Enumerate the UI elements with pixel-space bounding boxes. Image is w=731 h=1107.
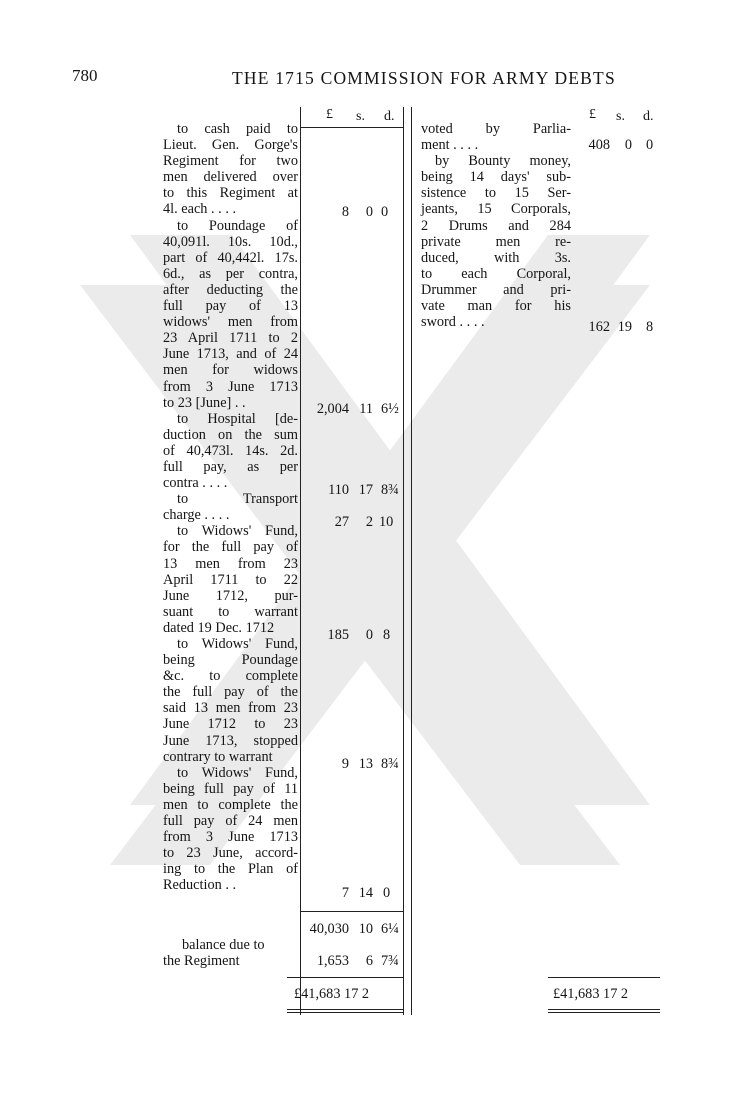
entry-voted-parliament bbox=[421, 121, 571, 153]
balance-label: balance due to bbox=[182, 937, 265, 953]
col-head-pounds: £ bbox=[326, 107, 333, 122]
amount-pounds: 27 bbox=[334, 514, 349, 530]
entry-line: contrary to warrant bbox=[163, 748, 273, 765]
entry-line: 23 April 1711 to 2 bbox=[163, 330, 298, 347]
right-entries bbox=[421, 121, 571, 330]
amount-pence-right: 0 bbox=[646, 137, 654, 153]
amount-shillings: 14 bbox=[358, 885, 373, 901]
subtotal-pounds: 40,030 bbox=[309, 921, 349, 937]
grand-total-left: £41,683 17 2 bbox=[294, 986, 370, 1002]
entry-line: vate man for his bbox=[421, 298, 571, 315]
amount-pounds-right: 162 bbox=[588, 319, 610, 335]
center-divider-rule bbox=[411, 107, 412, 1015]
entry-hospital bbox=[163, 411, 298, 491]
entry-line: to Poundage of bbox=[177, 217, 298, 234]
entry-cash-gorge bbox=[163, 121, 298, 218]
entry-line: June 1712 to 23 bbox=[163, 716, 298, 733]
entry-line: to Hospital [de- bbox=[177, 410, 298, 427]
entry-transport bbox=[163, 491, 298, 523]
total-rule-right-bottom bbox=[548, 1009, 660, 1010]
entry-line: part of 40,442l. 17s. bbox=[163, 249, 298, 266]
entry-line: Regiment for two bbox=[163, 153, 298, 170]
entry-line: to 23 [June] . . bbox=[163, 394, 246, 411]
total-rule-left-double bbox=[287, 1012, 403, 1013]
entry-line: men delivered over bbox=[163, 169, 298, 186]
amount-shillings: 17 bbox=[358, 482, 373, 498]
amount-shillings: 2 bbox=[365, 514, 373, 530]
entry-line: from 3 June 1713 bbox=[163, 829, 298, 846]
left-entries bbox=[163, 121, 298, 894]
amount-pence: 10 bbox=[379, 514, 394, 530]
amount-pounds: 110 bbox=[328, 482, 349, 498]
entry-line: to 23 June, accord- bbox=[163, 845, 298, 862]
entry-widows-fund-1 bbox=[163, 523, 298, 636]
entry-line: Lieut. Gen. Gorge's bbox=[163, 137, 298, 154]
entry-line: 6d., as per contra, bbox=[163, 265, 298, 282]
balance-label: the Regiment bbox=[163, 953, 240, 969]
entry-line: Drummer and pri- bbox=[421, 281, 571, 298]
amount-pounds-right: 408 bbox=[588, 137, 610, 153]
entry-line: full pay of 13 bbox=[163, 298, 298, 315]
entry-line: widows' men from bbox=[163, 314, 298, 331]
balance-pounds: 1,653 bbox=[316, 953, 349, 969]
subtotal-rule bbox=[300, 911, 403, 912]
subtotal-pence: 6¼ bbox=[381, 921, 399, 937]
col-head-pence: d. bbox=[384, 109, 395, 124]
amount-pounds: 2,004 bbox=[316, 401, 349, 417]
entry-line: to this Regiment at bbox=[163, 185, 298, 202]
amount-pence: 0 bbox=[381, 204, 389, 220]
col-head-shillings-right: s. bbox=[616, 109, 625, 124]
entry-line: full pay, as per bbox=[163, 458, 298, 475]
total-rule-right-double bbox=[548, 1012, 660, 1013]
amount-pence: 8 bbox=[383, 627, 391, 643]
entry-line: contra . . . . bbox=[163, 475, 228, 492]
entry-line: jeants, 15 Corporals, bbox=[421, 201, 571, 218]
entry-line: for the full pay of bbox=[163, 539, 298, 556]
entry-line: June 1712, pur- bbox=[163, 587, 298, 604]
entry-line: sword . . . . bbox=[421, 314, 485, 331]
page-number: 780 bbox=[72, 66, 98, 85]
entry-line: April 1711 to 22 bbox=[163, 571, 298, 588]
entry-line: voted by Parlia- bbox=[421, 121, 571, 137]
entry-line: duced, with 3s. bbox=[421, 249, 571, 266]
subtotal-shillings: 10 bbox=[358, 921, 373, 937]
entry-line: to Transport bbox=[177, 491, 298, 508]
amount-shillings-right: 19 bbox=[617, 319, 632, 335]
entry-line: the full pay of the bbox=[163, 684, 298, 701]
amount-pounds: 8 bbox=[341, 204, 349, 220]
entry-line: after deducting the bbox=[163, 281, 298, 298]
entry-line: men for widows bbox=[163, 362, 298, 379]
entry-line: to Widows' Fund, bbox=[177, 636, 298, 652]
total-rule-right-top bbox=[548, 977, 660, 978]
balance-shillings: 6 bbox=[365, 953, 373, 969]
entry-line: being Poundage bbox=[163, 652, 298, 669]
entry-line: ing to the Plan of bbox=[163, 861, 298, 878]
amount-pence: 0 bbox=[383, 885, 391, 901]
total-rule-left-top bbox=[287, 977, 403, 978]
entry-line: private men re- bbox=[421, 233, 571, 250]
entry-line: sistence to 15 Ser- bbox=[421, 185, 571, 202]
col-head-pence-right: d. bbox=[643, 109, 654, 124]
amount-shillings: 13 bbox=[358, 756, 373, 772]
amount-pence: 8¾ bbox=[381, 482, 399, 498]
entry-line: to cash paid to bbox=[177, 121, 298, 137]
total-rule-left-bottom bbox=[287, 1009, 403, 1010]
entry-line: of 40,473l. 14s. 2d. bbox=[163, 442, 298, 459]
entry-line: men to complete the bbox=[163, 796, 298, 813]
grand-total-right: £41,683 17 2 bbox=[553, 986, 629, 1002]
amount-shillings-right: 0 bbox=[624, 137, 632, 153]
entry-line: 2 Drums and 284 bbox=[421, 217, 571, 234]
entry-widows-fund-3 bbox=[163, 765, 298, 894]
left-amount-rule bbox=[300, 107, 301, 1015]
entry-line: Reduction . . bbox=[163, 877, 237, 894]
amount-shillings: 0 bbox=[365, 627, 373, 643]
entry-line: 4l. each . . . . bbox=[163, 201, 237, 218]
entry-line: 40,091l. 10s. 10d., bbox=[163, 233, 298, 250]
left-right-rule bbox=[403, 107, 404, 1015]
amount-pence: 6½ bbox=[381, 401, 399, 417]
amount-pounds: 7 bbox=[341, 885, 349, 901]
amount-shillings: 11 bbox=[359, 401, 373, 417]
entry-line: to each Corporal, bbox=[421, 265, 571, 282]
entry-line: said 13 men from 23 bbox=[163, 700, 298, 717]
entry-line: from 3 June 1713 bbox=[163, 378, 298, 395]
entry-line: suant to warrant bbox=[163, 603, 298, 620]
entry-line: dated 19 Dec. 1712 bbox=[163, 619, 275, 636]
entry-line: charge . . . . bbox=[163, 507, 230, 524]
entry-line: being 14 days' sub- bbox=[421, 169, 571, 186]
entry-line: being full pay of 11 bbox=[163, 780, 298, 797]
col-head-pounds-right: £ bbox=[589, 107, 596, 122]
entry-poundage bbox=[163, 218, 298, 411]
balance-pence: 7¾ bbox=[381, 953, 399, 969]
entry-line: to Widows' Fund, bbox=[177, 523, 298, 540]
entry-line: 13 men from 23 bbox=[163, 555, 298, 572]
amount-pence: 8¾ bbox=[381, 756, 399, 772]
entry-line: by Bounty money, bbox=[435, 153, 571, 170]
amount-pence-right: 8 bbox=[646, 319, 654, 335]
col-head-shillings: s. bbox=[356, 109, 365, 124]
amount-shillings: 0 bbox=[365, 204, 373, 220]
entry-line: June 1713, and of 24 bbox=[163, 346, 298, 363]
entry-line: ment . . . . bbox=[421, 137, 479, 154]
entry-line: to Widows' Fund, bbox=[177, 764, 298, 781]
running-title: THE 1715 COMMISSION FOR ARMY DEBTS bbox=[232, 68, 616, 88]
entry-bounty-money bbox=[421, 153, 571, 330]
left-header-rule bbox=[300, 127, 403, 128]
entry-line: full pay of 24 men bbox=[163, 813, 298, 830]
entry-widows-fund-2 bbox=[163, 636, 298, 765]
amount-pounds: 185 bbox=[327, 627, 349, 643]
entry-line: duction on the sum bbox=[163, 426, 298, 443]
entry-line: &c. to complete bbox=[163, 668, 298, 685]
entry-line: June 1713, stopped bbox=[163, 732, 298, 749]
amount-pounds: 9 bbox=[341, 756, 349, 772]
